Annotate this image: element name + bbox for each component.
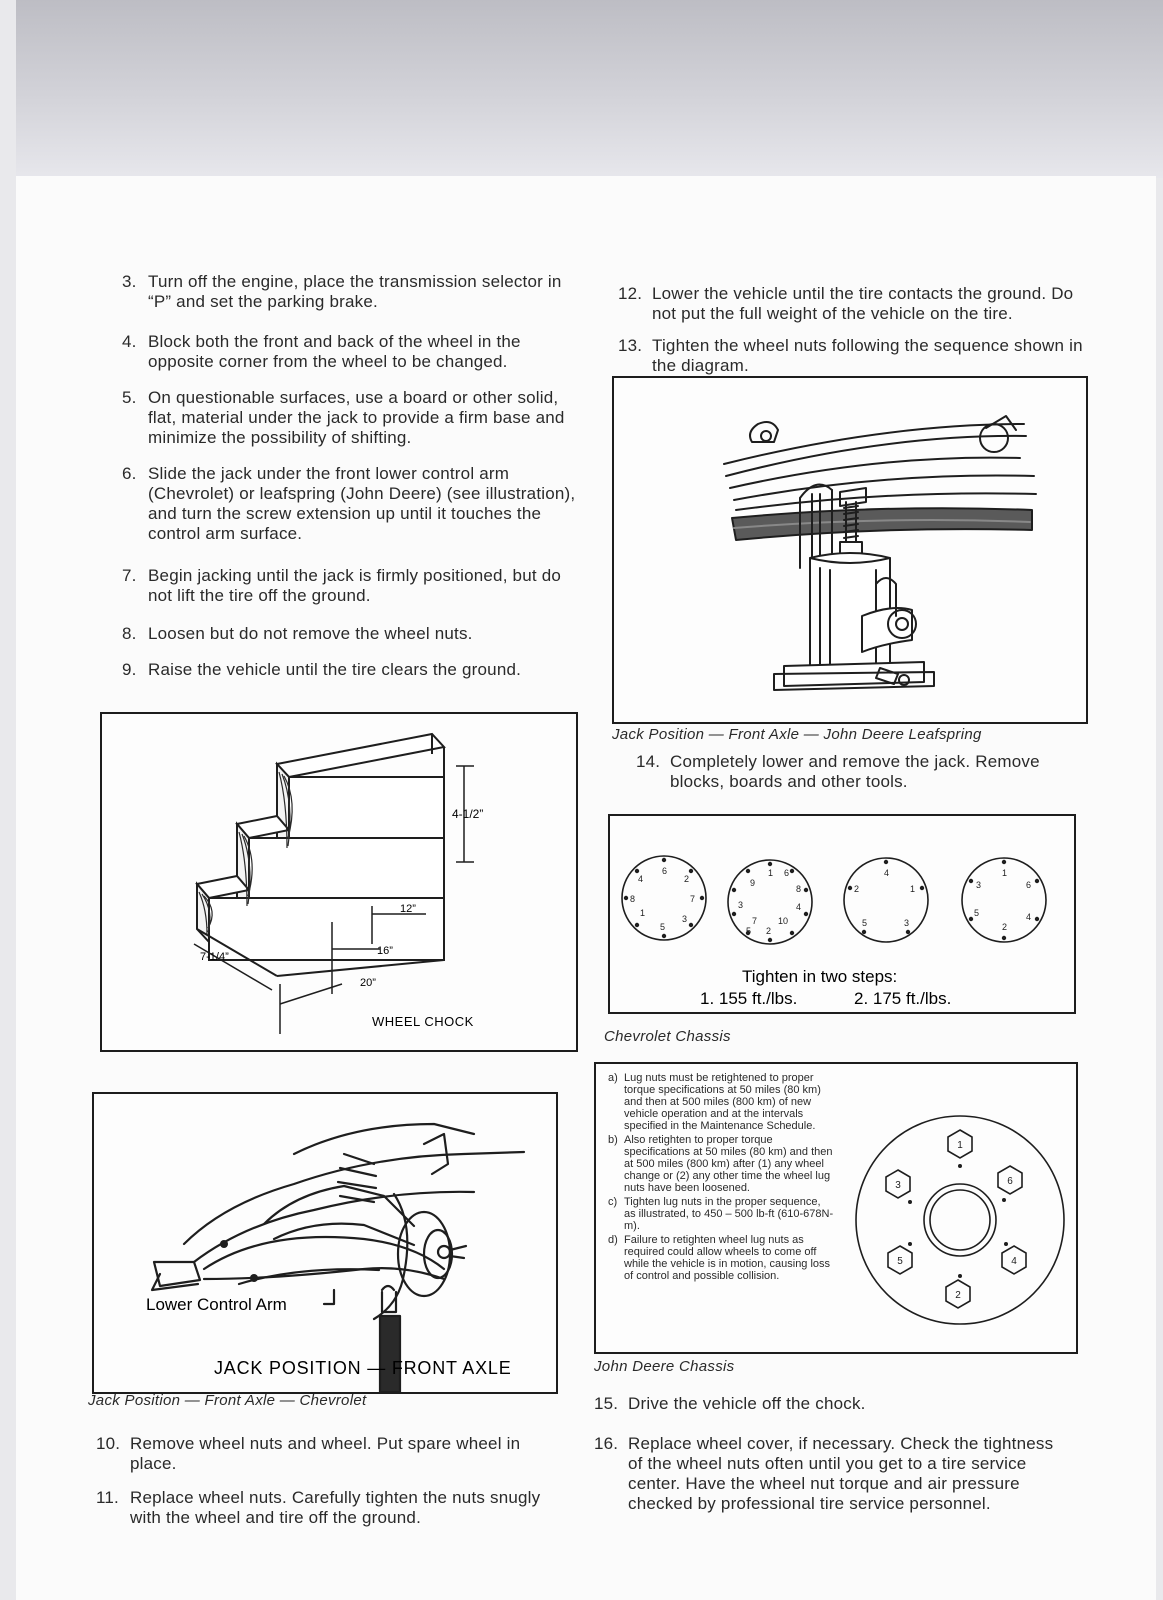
step-text: Raise the vehicle until the tire clears the ground. — [148, 660, 522, 679]
lug-label: 3 — [738, 900, 744, 910]
lug-label: 2 — [684, 874, 690, 884]
step-8 — [122, 624, 582, 644]
chock-16in-dimension: 16” — [377, 945, 393, 957]
step-10 — [96, 1434, 566, 1474]
step-text: Block both the front and back of the wheel in the opposite corner from the wheel to be changed. — [148, 332, 521, 371]
john-deere-jack-figure — [612, 376, 1088, 724]
step-number: 11. — [96, 1488, 119, 1507]
hex-nut-sequence-diagram — [854, 1104, 1074, 1334]
torque-step-2: 2. 175 ft./lbs. — [854, 989, 952, 1008]
step-number: 10. — [96, 1434, 121, 1453]
step-number: 12. — [618, 284, 643, 303]
step-5 — [122, 388, 582, 448]
step-7 — [122, 566, 582, 606]
bottle-jack-illustration — [614, 378, 1086, 722]
lower-control-arm-label: Lower Control Arm — [146, 1295, 287, 1314]
lug-label: 8 — [796, 884, 802, 894]
step-text: Tighten the wheel nuts following the sequence shown in the diagram. — [652, 336, 1083, 375]
lug-label: 5 — [660, 922, 666, 932]
step-number: 9. — [122, 660, 137, 679]
lug-label: 10 — [778, 916, 789, 926]
step-text: Slide the jack under the front lower control arm (Chevrolet) or leafspring (John Deere) (see illustration), and turn the screw extension up until it touches the control arm surface. — [148, 464, 576, 543]
chevrolet-suspension-illustration — [94, 1094, 556, 1392]
step-number: 5. — [122, 388, 137, 407]
step-text: Lower the vehicle until the tire contacts the ground. Do not put the full weight of the vehicle on the tire. — [652, 284, 1074, 323]
nut-label: 3 — [895, 1180, 901, 1191]
chevrolet-jack-caption: Jack Position — Front Axle — Chevrolet — [88, 1392, 367, 1409]
torque-note: d) Failure to retighten wheel lug nuts as required could allow wheels to come off while the vehicle is in motion, causing loss of control and possible collision. — [608, 1234, 831, 1282]
step-text: Replace wheel cover, if necessary. Check the tightness of the wheel nuts often until you get to a tire service center. Have the wheel nut torque and air pressure checked by professional tire service personnel. — [628, 1434, 1054, 1513]
step-number: 6. — [122, 464, 137, 483]
chock-width-dimension: 7-1/4” — [200, 951, 229, 963]
lug-label: 4 — [884, 868, 890, 878]
step-text: Drive the vehicle off the chock. — [628, 1394, 866, 1413]
lug-label: 1 — [768, 868, 774, 878]
lug-label: 2 — [766, 926, 772, 936]
step-text: Replace wheel nuts. Carefully tighten the nuts snugly with the wheel and tire off the ground. — [130, 1488, 541, 1527]
step-text: On questionable surfaces, use a board or other solid, flat, material under the jack to provide a firm base and minimize the possibility of shifting. — [148, 388, 565, 447]
nut-label: 5 — [897, 1256, 903, 1267]
step-number: 16. — [594, 1434, 619, 1453]
john-deere-chassis-caption: John Deere Chassis — [594, 1358, 735, 1375]
step-3 — [122, 272, 582, 312]
lug-label: 8 — [630, 894, 636, 904]
nut-label: 6 — [1007, 1176, 1013, 1187]
chock-20in-dimension: 20” — [360, 977, 376, 989]
lug-label: 4 — [638, 874, 644, 884]
lug-label: 4 — [796, 902, 802, 912]
scan-shadow — [16, 0, 1163, 178]
lug-label: 3 — [904, 918, 910, 928]
step-number: 14. — [636, 752, 661, 771]
john-deere-jack-caption: Jack Position — Front Axle — John Deere Leafspring — [612, 726, 982, 743]
lug-pattern-diagram — [610, 816, 1074, 1012]
chevrolet-torque-figure — [608, 814, 1076, 1014]
tighten-steps-heading: Tighten in two steps: — [742, 967, 898, 986]
nut-label: 1 — [957, 1140, 963, 1151]
lug-label: 6 — [784, 868, 790, 878]
torque-notes — [608, 1072, 834, 1284]
step-number: 15. — [594, 1394, 619, 1413]
step-number: 13. — [618, 336, 643, 355]
lug-label: 6 — [662, 866, 668, 876]
lug-label: 7 — [752, 916, 758, 926]
chevrolet-chassis-caption: Chevrolet Chassis — [604, 1028, 731, 1045]
step-text: Turn off the engine, place the transmission selector in “P” and set the parking brake. — [148, 272, 562, 311]
chock-12in-dimension: 12” — [400, 903, 416, 915]
lug-label: 3 — [976, 880, 982, 890]
lug-label: 1 — [1002, 868, 1008, 878]
lug-label: 9 — [750, 878, 756, 888]
step-text: Loosen but do not remove the wheel nuts. — [148, 624, 473, 643]
step-4 — [122, 332, 582, 372]
step-text: Completely lower and remove the jack. Remove blocks, boards and other tools. — [670, 752, 1040, 791]
lug-label: 4 — [1026, 912, 1032, 922]
john-deere-torque-figure — [594, 1062, 1078, 1354]
wheel-chock-figure — [100, 712, 578, 1052]
lug-label: 3 — [682, 914, 688, 924]
chevrolet-jack-figure — [92, 1092, 558, 1394]
step-text: Remove wheel nuts and wheel. Put spare wheel in place. — [130, 1434, 521, 1473]
step-9 — [122, 660, 582, 680]
nut-label: 2 — [955, 1290, 961, 1301]
jack-position-title: JACK POSITION — FRONT AXLE — [214, 1358, 512, 1378]
lug-label: 2 — [854, 884, 860, 894]
lug-label: 5 — [862, 918, 868, 928]
torque-note: c) Tighten lug nuts in the proper sequence, as illustrated, to 450 – 500 lb-ft (610-678N-m). — [608, 1196, 834, 1232]
step-number: 7. — [122, 566, 137, 585]
step-16 — [594, 1434, 1064, 1514]
lug-label: 6 — [1026, 880, 1032, 890]
lug-label: 7 — [690, 894, 696, 904]
chock-height-dimension: 4-1/2” — [452, 807, 484, 821]
lug-label: 1 — [910, 884, 916, 894]
step-15 — [594, 1394, 1084, 1414]
lug-label: 5 — [746, 926, 752, 936]
lug-label: 2 — [1002, 922, 1008, 932]
nut-label: 4 — [1011, 1256, 1017, 1267]
lug-label: 1 — [640, 908, 646, 918]
step-number: 3. — [122, 272, 137, 291]
step-6 — [122, 464, 582, 544]
step-14 — [636, 752, 1088, 792]
wheel-chock-label: WHEEL CHOCK — [372, 1014, 474, 1029]
step-number: 8. — [122, 624, 137, 643]
torque-note: b) Also retighten to proper torque specifications at 50 miles (80 km) and then at 500 miles (800 km) after (1) any wheel change or (2) any other time the wheel lug nuts have been loosened. — [608, 1134, 833, 1194]
step-12 — [618, 284, 1090, 324]
step-text: Begin jacking until the jack is firmly positioned, but do not lift the tire off the ground. — [148, 566, 561, 605]
wheel-chock-illustration — [102, 714, 576, 1050]
torque-note: a) Lug nuts must be retightened to proper torque specifications at 50 miles (80 km) and then at 500 miles (800 km) of new vehicle operation and at the intervals specified in the Maintenance Schedule. — [608, 1072, 821, 1132]
step-11 — [96, 1488, 566, 1528]
torque-step-1: 1. 155 ft./lbs. — [700, 989, 798, 1008]
step-number: 4. — [122, 332, 137, 351]
lug-label: 5 — [974, 908, 980, 918]
step-13 — [618, 336, 1090, 376]
